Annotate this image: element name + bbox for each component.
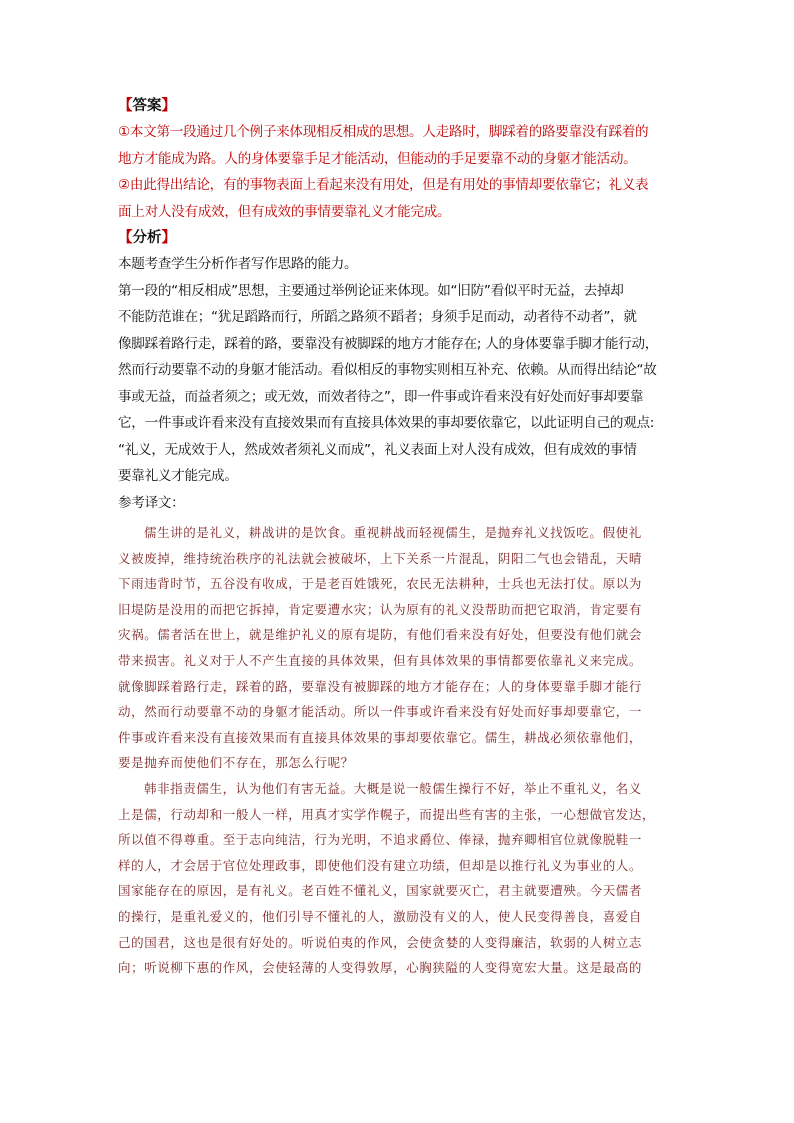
translation-line: 带来损害。礼义对于人不产生直接的具体效果，但有具体效果的事情都要依靠礼义来完成。 (118, 652, 643, 668)
translation-line: 样的人，才会居于官位处理政事，即使他们没有建立功绩，但却是以推行礼义为事业的人。 (118, 857, 643, 873)
answer-line: 地方才能成为路。人的身体要靠手足才能活动，但能动的手足要靠不动的身躯才能活动。 (118, 150, 637, 167)
translation-paragraph-1 (118, 520, 678, 776)
answer-line: ①本文第一段通过几个例子来体现相反相成的思想。人走路时，脚踩着的路要靠没有踩着的 (118, 124, 649, 140)
translation-line: 儒生讲的是礼义，耕战讲的是饮食。重视耕战而轻视儒生，是抛弃礼义找饭吃。假使礼 (144, 525, 642, 540)
answer-line: ②由此得出结论，有的事物表面上看起来没有用处，但是有用处的事情却要依靠它；礼义表 (118, 177, 649, 193)
translation-line: 的操行，是重礼爱义的，他们引导不懂礼的人，激励没有义的人，使人民变得善良，喜爱自 (118, 908, 643, 924)
analysis-heading-close: 】 (161, 230, 176, 246)
translation-line: 旧堤防是没用的而把它拆掉，肯定要遭水灾；认为原有的礼义没帮助而把它取消，肯定要有 (118, 601, 643, 617)
analysis-line: 本题考查学生分析作者写作思路的能力。 (118, 256, 358, 272)
analysis-line: 事或无益，而益者须之；或无效，而效者待之”，即一件事或许看来没有好处而好事却要靠 (118, 388, 644, 405)
analysis-heading-text: 分析 (132, 230, 162, 246)
analysis-line: 像脚踩着路行走，踩着的路，要靠没有被脚踩的地方才能存在; 人的身体要靠手脚才能行动， (118, 335, 659, 352)
translation-line: 韩非指责儒生，认为他们有害无益。大概是说一般儒生操行不好，举止不重礼义，名义 (144, 780, 642, 796)
analysis-line: 它，一件事或许看来没有直接效果而有直接具体效果的事却要依靠它，以此证明自己的观点: (118, 415, 655, 431)
translation-line: 义被废掉，维持统治秩序的礼法就会被破坏，上下关系一片混乱，阴阳二气也会错乱，天晴 (118, 550, 643, 566)
document-content (118, 93, 678, 981)
answer-block (118, 119, 678, 225)
analysis-line: 然而行动要靠不动的身躯才能活动。看似相反的事物实则相互补充、依赖。从而得出结论“故 (118, 362, 657, 378)
translation-line: 国家能存在的原因，是有礼义。老百姓不懂礼义，国家就要灭亡，君主就要遭殃。今天儒者 (118, 883, 643, 899)
answer-heading-open: 【 (118, 98, 133, 114)
translation-line: 所以值不得尊重。至于志向纯洁，行为光明，不追求爵位、俸禄，抛弃卿相官位就像脱鞋一 (118, 832, 643, 848)
analysis-line: 第一段的“相反相成”思想，主要通过举例论证来体现。如“旧防”看似平时无益，去掉却 (118, 282, 624, 299)
translation-line: 上是儒，行动却和一般人一样，用真才实学作幌子，而提出些有害的主张，一心想做官发达， (118, 806, 656, 822)
translation-line: 件事或许看来没有直接效果而有直接具体效果的事却要依靠它。儒生，耕战必须依靠他们， (118, 729, 643, 745)
analysis-block (118, 251, 678, 516)
translation-label: 参考译文： (118, 494, 185, 511)
translation-line: 下雨违背时节，五谷没有收成，于是老百姓饿死，农民无法耕种，士兵也无法打仗。原以为 (118, 576, 643, 592)
translation-line: 动，然而行动要靠不动的身躯才能活动。所以一件事或许看来没有好处而好事却要靠它，一 (118, 704, 643, 720)
translation-line: 己的国君，这也是很有好处的。听说伯夷的作风，会使贪婪的人变得廉洁，软弱的人树立志 (118, 934, 643, 950)
translation-line: 要是抛弃而使他们不存在，那怎么行呢？ (118, 755, 354, 771)
translation-paragraph-2 (118, 776, 678, 981)
analysis-heading (118, 225, 678, 251)
answer-heading-close: 】 (161, 98, 176, 114)
answer-heading (118, 93, 678, 119)
analysis-line: “礼义，无成效于人，然成效者须礼义而成”，礼义表面上对人没有成效，但有成效的事情 (118, 441, 637, 458)
analysis-line: 要靠礼义才能完成。 (118, 468, 238, 484)
translation-line: 灾祸。儒者活在世上，就是维护礼义的原有堤防，有他们看来没有好处，但要没有他们就会 (118, 627, 643, 643)
translation-line: 向；听说柳下惠的作风，会使轻薄的人变得敦厚，心胸狭隘的人变得宽宏大量。这是最高的 (118, 960, 643, 976)
analysis-line: 不能防范谁在；“犹足蹈路而行，所蹈之路须不蹈者；身须手足而动，动者待不动者”，就 (118, 309, 637, 325)
analysis-heading-open: 【 (118, 230, 133, 246)
translation-line: 就像脚踩着路行走，踩着的路，要靠没有被脚踩的地方才能存在；人的身体要靠手脚才能行 (118, 678, 643, 694)
answer-line: 面上对人没有成效，但有成效的事情要靠礼义才能完成。 (118, 203, 451, 220)
answer-heading-text: 答案 (132, 98, 162, 114)
